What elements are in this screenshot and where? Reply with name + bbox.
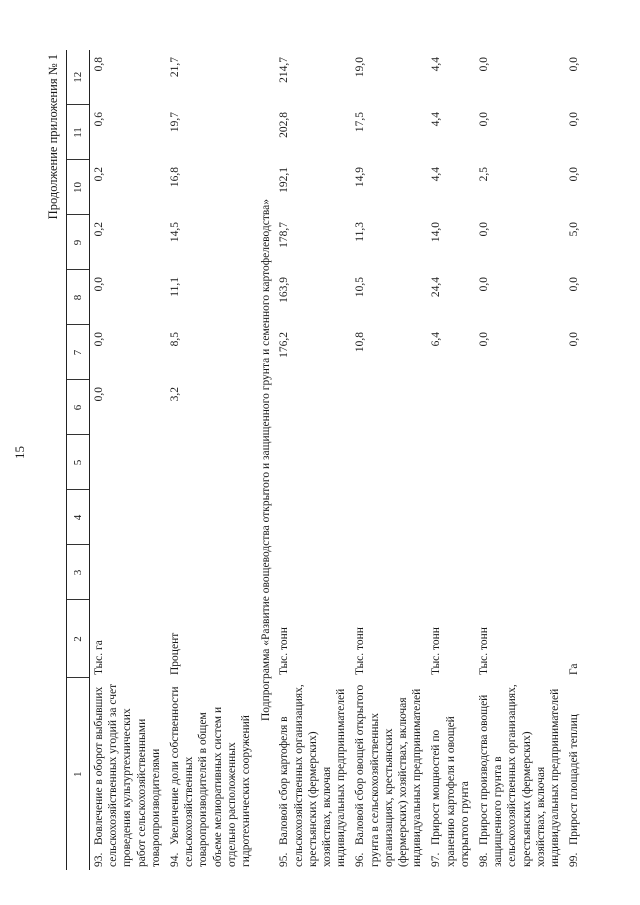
column-header-5: 5 <box>67 435 90 490</box>
column-header-2: 2 <box>67 600 90 678</box>
column-header-3: 3 <box>67 545 90 600</box>
row-number: 98. <box>478 852 491 867</box>
value-cell-col-5 <box>166 435 256 490</box>
column-header-10: 10 <box>67 160 90 215</box>
value-cell-col-11: 0,0 <box>568 112 581 127</box>
row-number: 97. <box>430 852 443 867</box>
value-cell-col-6 <box>275 380 351 435</box>
indicator-cell <box>90 678 167 870</box>
value-cell-col-8: 10,5 <box>354 277 367 298</box>
value-cell-col-4 <box>166 490 256 545</box>
value-cell-col-5 <box>90 435 167 490</box>
value-cell-col-10: 16,8 <box>169 167 182 188</box>
value-cell-col-9: 0,2 <box>93 222 105 237</box>
value-cell-col-5 <box>565 435 584 490</box>
column-header-4: 4 <box>67 490 90 545</box>
table-row <box>351 50 427 870</box>
row-number: 96. <box>354 852 367 867</box>
indicator-cell <box>475 678 565 870</box>
subprogram-section <box>256 50 275 870</box>
value-cell-col-9: 5,0 <box>568 222 581 237</box>
value-cell-col-3 <box>427 545 475 600</box>
value-cell-col-12: 4,4 <box>430 57 443 72</box>
row-number: 99. <box>568 852 581 867</box>
value-cell-col-12: 21,7 <box>169 57 182 78</box>
value-cell-col-4 <box>475 490 565 545</box>
value-cell-col-3 <box>565 545 584 600</box>
value-cell-col-3 <box>275 545 351 600</box>
value-cell-col-6: 3,2 <box>169 387 182 402</box>
value-cell-col-4 <box>275 490 351 545</box>
value-cell-col-10: 14,9 <box>354 167 367 188</box>
value-cell-col-3 <box>475 545 565 600</box>
value-cell-col-3 <box>90 545 167 600</box>
value-cell-col-8: 0,0 <box>478 277 491 292</box>
value-cell-col-7: 8,5 <box>169 332 182 347</box>
value-cell-col-9: 14,5 <box>169 222 182 243</box>
value-cell-col-7: 0,0 <box>478 332 491 347</box>
table-body-part-a <box>90 50 257 870</box>
value-cell-col-8: 24,4 <box>430 277 443 298</box>
table-row <box>565 50 584 870</box>
column-number-row <box>67 50 90 870</box>
indicator-name: Вовлечение в оборот выбывших сельскохозяйственных угодий за счет проведения культуртехнических работ сельскохозяйственными товаропроизводителями <box>93 683 162 867</box>
value-cell-col-10: 0,2 <box>93 167 105 182</box>
indicator-name: Прирост производства овощей защищенного грунта в сельскохозяйственных организациях, крестьянских (фермерских) хозяйствах, включая индивидуальных предпринимателей <box>478 684 562 867</box>
column-header-9: 9 <box>67 215 90 270</box>
value-cell-col-9: 0,0 <box>478 222 491 237</box>
value-cell-col-7: 10,8 <box>354 332 367 353</box>
value-cell-col-6: 0,0 <box>93 387 105 402</box>
value-cell-col-5 <box>475 435 565 490</box>
row-number: 95. <box>278 852 291 867</box>
value-cell-col-10: 0,0 <box>568 167 581 182</box>
value-cell-col-4 <box>90 490 167 545</box>
table-row <box>427 50 475 870</box>
column-header-8: 8 <box>67 270 90 325</box>
value-cell-col-10: 4,4 <box>430 167 443 182</box>
row-number: 94. <box>169 852 182 867</box>
value-cell-col-10: 2,5 <box>478 167 491 182</box>
value-cell-col-9: 14,0 <box>430 222 443 243</box>
value-cell-col-12: 214,7 <box>278 57 291 83</box>
value-cell-col-4 <box>565 490 584 545</box>
indicator-name: Прирост мощностей по хранению картофеля и овощей открытого грунта <box>430 716 471 867</box>
indicator-name: Валовой сбор овощей открытого грунта в сельскохозяйственных организациях, крестьянских (фермерских) хозяйствах, включая индивидуальных предпринимателей <box>354 684 424 867</box>
value-cell-col-11: 19,7 <box>169 112 182 133</box>
column-header-6: 6 <box>67 380 90 435</box>
indicators-table <box>66 50 585 870</box>
indicator-cell <box>427 678 475 870</box>
value-cell-col-8: 163,9 <box>278 277 291 303</box>
value-cell-col-11: 0,6 <box>93 112 105 127</box>
value-cell-col-8: 11,1 <box>169 277 182 297</box>
indicator-cell <box>166 678 256 870</box>
indicator-name: Увеличение доли собственности сельскохозяйственных товаропроизводителей в общем объеме мелиоративных систем и отдельно расположенных гидротехнических сооружений <box>169 686 253 867</box>
value-cell-col-9: 178,7 <box>278 222 291 248</box>
value-cell-col-12: 0,8 <box>93 57 105 72</box>
value-cell-col-3 <box>351 545 427 600</box>
value-cell-col-6 <box>427 380 475 435</box>
indicator-name: Прирост площадей теплиц <box>568 714 581 845</box>
value-cell-col-11: 0,0 <box>478 112 491 127</box>
value-cell-col-8: 0,0 <box>568 277 581 292</box>
value-cell-col-7: 176,2 <box>278 332 291 358</box>
value-cell-col-11: 17,5 <box>354 112 367 133</box>
value-cell-col-12: 19,0 <box>354 57 367 78</box>
unit-cell: Тыс. тонн <box>430 627 443 675</box>
unit-cell: Га <box>568 663 581 675</box>
value-cell-col-7: 6,4 <box>430 332 443 347</box>
table-body-part-b <box>275 50 584 870</box>
value-cell-col-6 <box>475 380 565 435</box>
indicator-cell <box>351 678 427 870</box>
subprogram-heading: Подпрограмма «Развитие овощеводства открытого и защищенного грунта и семенного картофелеводства» <box>260 199 273 721</box>
value-cell-col-4 <box>427 490 475 545</box>
value-cell-col-7: 0,0 <box>93 332 105 347</box>
value-cell-col-11: 4,4 <box>430 112 443 127</box>
value-cell-col-6 <box>565 380 584 435</box>
value-cell-col-5 <box>427 435 475 490</box>
table-row <box>90 50 167 870</box>
value-cell-col-6 <box>351 380 427 435</box>
column-header-1: 1 <box>67 678 90 870</box>
subprogram-heading-row <box>256 50 275 870</box>
indicator-cell <box>275 678 351 870</box>
value-cell-col-12: 0,0 <box>478 57 491 72</box>
value-cell-col-9: 11,3 <box>354 222 367 242</box>
table-row <box>475 50 565 870</box>
indicator-cell <box>565 678 584 870</box>
value-cell-col-11: 202,8 <box>278 112 291 138</box>
value-cell-col-12: 0,0 <box>568 57 581 72</box>
unit-cell: Тыс. тонн <box>354 627 367 675</box>
unit-cell: Тыс. тонн <box>278 627 291 675</box>
value-cell-col-10: 192,1 <box>278 167 291 193</box>
unit-cell: Тыс. га <box>93 640 105 675</box>
value-cell-col-4 <box>351 490 427 545</box>
appendix-continuation: Продолжение приложения № 1 <box>46 54 60 220</box>
page-number: 15 <box>12 446 27 459</box>
table-row <box>275 50 351 870</box>
unit-cell: Процент <box>169 632 182 675</box>
row-number: 93. <box>93 852 105 867</box>
column-header-11: 11 <box>67 105 90 160</box>
column-header-12: 12 <box>67 50 90 105</box>
indicator-name: Валовой сбор картофеля в сельскохозяйственных организациях, крестьянских (фермерских) хозяйствах, включая индивидуальных предпринимателей <box>278 684 348 867</box>
column-header-7: 7 <box>67 325 90 380</box>
value-cell-col-3 <box>166 545 256 600</box>
table-row <box>166 50 256 870</box>
value-cell-col-8: 0,0 <box>93 277 105 292</box>
unit-cell: Тыс. тонн <box>478 627 491 675</box>
value-cell-col-5 <box>275 435 351 490</box>
value-cell-col-7: 0,0 <box>568 332 581 347</box>
value-cell-col-5 <box>351 435 427 490</box>
